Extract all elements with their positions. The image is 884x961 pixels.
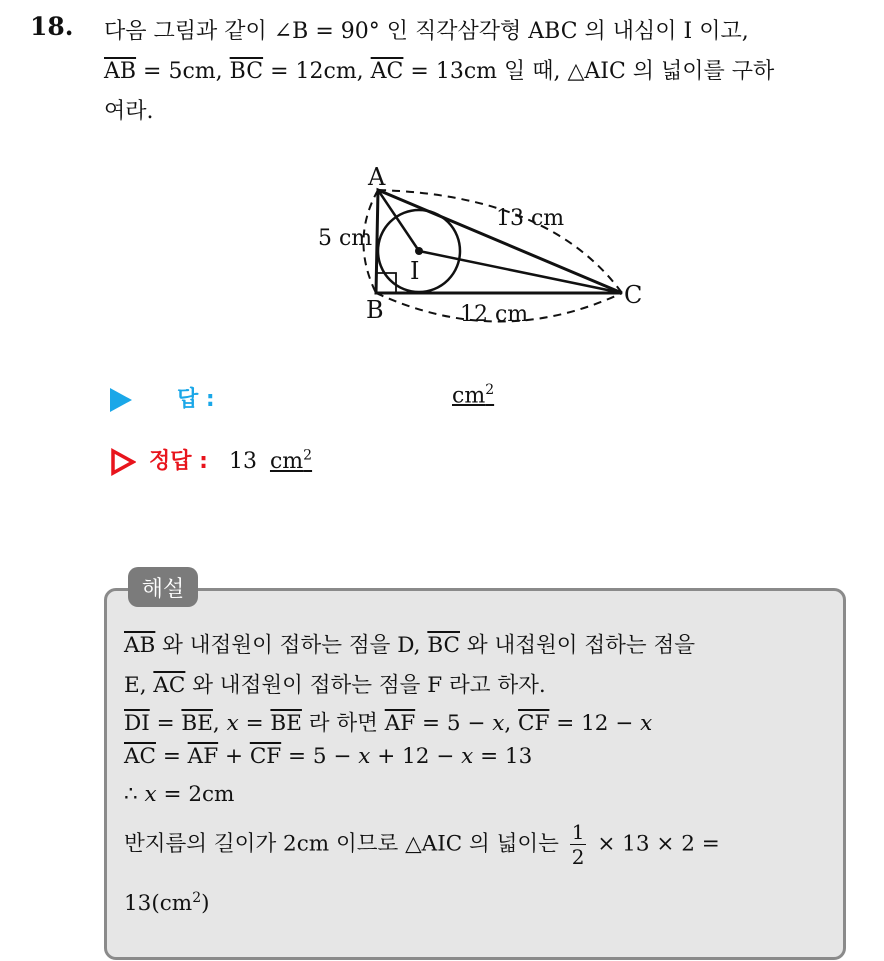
question-line-1: 다음 그림과 같이 ∠B = 90° 인 직각삼각형 ABC 의 내심이 I 이고, [104, 19, 749, 44]
solution-line-6: 반지름의 길이가 2cm 이므로 △AIC 의 넓이는 $\frac{1}{2}$ × 13 × 2 = [124, 820, 720, 869]
label-bc-length: 12 cm [460, 302, 529, 327]
answer-unit: $cm^2$ [452, 382, 495, 409]
label-b: B [366, 296, 384, 324]
label-i: I [410, 257, 420, 285]
solution-line-2: E, $\overline{AC}$ 와 내접원이 접하는 점을 F 라고 하자. [124, 673, 546, 698]
label-ab-length: 5 cm [318, 226, 373, 251]
solution-line-1: $\overline{AB}$ 와 내접원이 접하는 점을 D, $\overline{BC}$ 와 내접원이 접하는 점을 [124, 633, 696, 658]
label-a: A [368, 163, 386, 191]
question-line-2: $\overline{AB} = 5cm$, $\overline{BC} = 12cm$, $\overline{AC} = 13cm$ 일 때, △AIC 의 넓이를 구하 [104, 59, 775, 84]
fraction-one-half: $\frac{1}{2}$ [571, 820, 585, 869]
question-line-3: 여라. [104, 99, 154, 124]
segment-bc: $\overline{BC}$ [229, 59, 264, 84]
answer-row [110, 382, 215, 413]
solution-line-7: $13(cm^2)$ [124, 890, 210, 917]
segment-ac: $\overline{AC}$ [370, 59, 404, 84]
play-outline-icon [110, 448, 136, 476]
label-ac-length: 13 cm [496, 206, 565, 231]
question-number: 18. [30, 12, 74, 41]
solution-line-4: $\overline{AC} = \overline{AF} + \overline{CF} = 5 - x + 12 - x = 13$ [124, 744, 533, 769]
solution-line-3: $\overline{DI} = \overline{BE}$, $x = \overline{BE}$ 라 하면 $\overline{AF} = 5 - x$, $\overline{CF} = 12 - x$ [124, 711, 653, 736]
label-c: C [624, 281, 643, 309]
segment-ic [419, 251, 622, 293]
correct-value: 13 [228, 449, 257, 474]
segment-ab: $\overline{AB}$ [104, 59, 137, 84]
play-icon [110, 388, 132, 412]
solution-line-5: ∴ x = 2cm [124, 782, 235, 807]
correct-unit: $cm^2$ [269, 447, 313, 474]
correct-label: 정답 : [149, 449, 208, 474]
solution-tag: 해설 [128, 567, 198, 607]
triangle-figure [300, 155, 660, 335]
answer-label: 답 : [177, 387, 215, 412]
correct-row [110, 444, 312, 476]
